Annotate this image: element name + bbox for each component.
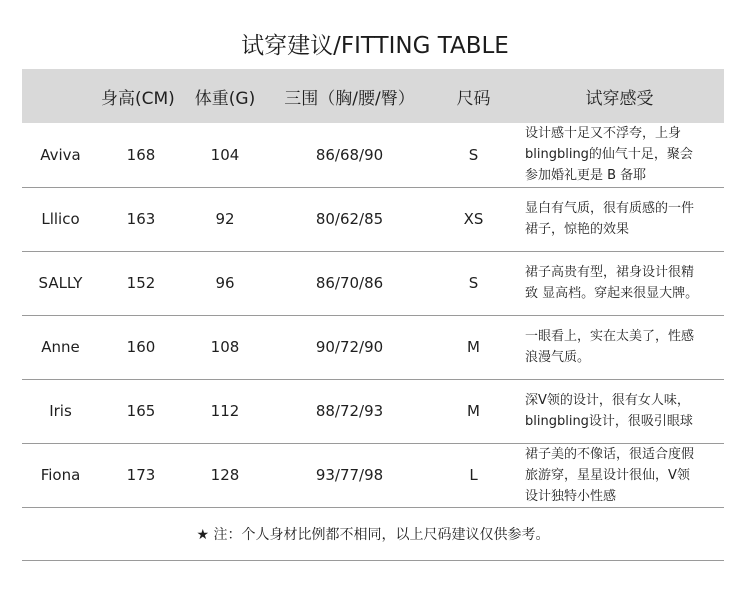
cell-name: Anne xyxy=(41,338,80,356)
feedback-line: 浪漫气质。 xyxy=(525,350,591,365)
table-body xyxy=(22,123,724,507)
cell-weight: 128 xyxy=(210,466,240,484)
footer-note-row xyxy=(22,507,724,561)
cell-feedback xyxy=(515,187,724,251)
table-row xyxy=(22,187,724,251)
feedback-line: blingbling设计，很吸引眼球 xyxy=(525,414,693,429)
cell-size: S xyxy=(468,145,479,164)
cell-weight: 104 xyxy=(210,145,240,164)
cell-height: 152 xyxy=(126,274,156,292)
cell-feedback xyxy=(515,379,724,443)
cell-size: L xyxy=(469,466,478,484)
cell-height: 163 xyxy=(126,210,156,228)
header-name xyxy=(22,69,99,123)
header-height: 身高(CM) xyxy=(101,88,175,109)
cell-measurements: 93/77/98 xyxy=(315,466,384,484)
cell-measurements: 88/72/93 xyxy=(315,402,384,420)
cell-feedback xyxy=(515,443,724,507)
feedback-line: 裙子高贵有型，裙身设计很精 xyxy=(525,265,695,280)
header-feedback: 试穿感受 xyxy=(585,88,654,109)
cell-measurements: 90/72/90 xyxy=(315,338,384,356)
cell-weight: 96 xyxy=(215,274,235,292)
feedback-line: 裙子，惊艳的效果 xyxy=(525,222,630,237)
cell-size: S xyxy=(468,274,479,292)
feedback-line: 一眼看上，实在太美了，性感 xyxy=(525,329,695,344)
table-row xyxy=(22,251,724,315)
feedback-line: blingbling的仙气十足，聚会 xyxy=(525,147,693,163)
feedback-line: 旅游穿，星星设计很仙，V领 xyxy=(525,467,690,483)
cell-weight: 92 xyxy=(215,210,235,228)
feedback-line: 设计独特小性感 xyxy=(525,488,617,504)
cell-measurements: 86/70/86 xyxy=(315,274,384,292)
cell-name: Fiona xyxy=(40,466,81,484)
footer-note: ★ 注：个人身材比例都不相同，以上尺码建议仅供参考。 xyxy=(196,527,550,543)
header-measurements: 三围（胸/腰/臀） xyxy=(284,88,415,109)
cell-size: M xyxy=(467,402,480,420)
cell-measurements: 86/68/90 xyxy=(315,145,384,164)
feedback-line: 裙子美的不像话，很适合度假 xyxy=(525,446,695,462)
page-title: 试穿建议/FITTING TABLE xyxy=(241,33,509,59)
cell-measurements: 80/62/85 xyxy=(315,210,384,228)
cell-feedback xyxy=(515,251,724,315)
fitting-table xyxy=(22,69,724,508)
cell-size: XS xyxy=(463,210,484,228)
table-row xyxy=(22,379,724,443)
cell-feedback xyxy=(515,315,724,379)
cell-height: 160 xyxy=(126,338,156,356)
cell-weight: 112 xyxy=(210,402,240,420)
cell-name: Iris xyxy=(49,402,72,420)
table-header xyxy=(22,69,724,123)
table-row xyxy=(22,123,724,187)
feedback-line: 设计感十足又不浮夸，上身 xyxy=(525,126,682,142)
header-row xyxy=(22,69,724,123)
feedback-line: 致 显高档。穿起来很显大牌。 xyxy=(525,286,699,301)
cell-height: 168 xyxy=(126,145,156,164)
cell-feedback xyxy=(515,123,724,187)
feedback-line: 参加婚礼更是 B 备耶 xyxy=(525,168,647,184)
feedback-line: 显白有气质，很有质感的一件 xyxy=(525,201,695,216)
feedback-line: 深V领的设计，很有女人味， xyxy=(525,393,690,408)
table-row xyxy=(22,315,724,379)
cell-name: Aviva xyxy=(40,145,81,164)
cell-name: SALLY xyxy=(38,274,83,292)
header-weight: 体重(G) xyxy=(194,88,256,109)
cell-height: 165 xyxy=(126,402,156,420)
cell-size: M xyxy=(467,338,480,356)
table-row xyxy=(22,443,724,507)
header-size: 尺码 xyxy=(456,88,491,109)
cell-weight: 108 xyxy=(210,338,240,356)
cell-height: 173 xyxy=(126,466,156,484)
cell-name: Lllico xyxy=(41,210,80,228)
